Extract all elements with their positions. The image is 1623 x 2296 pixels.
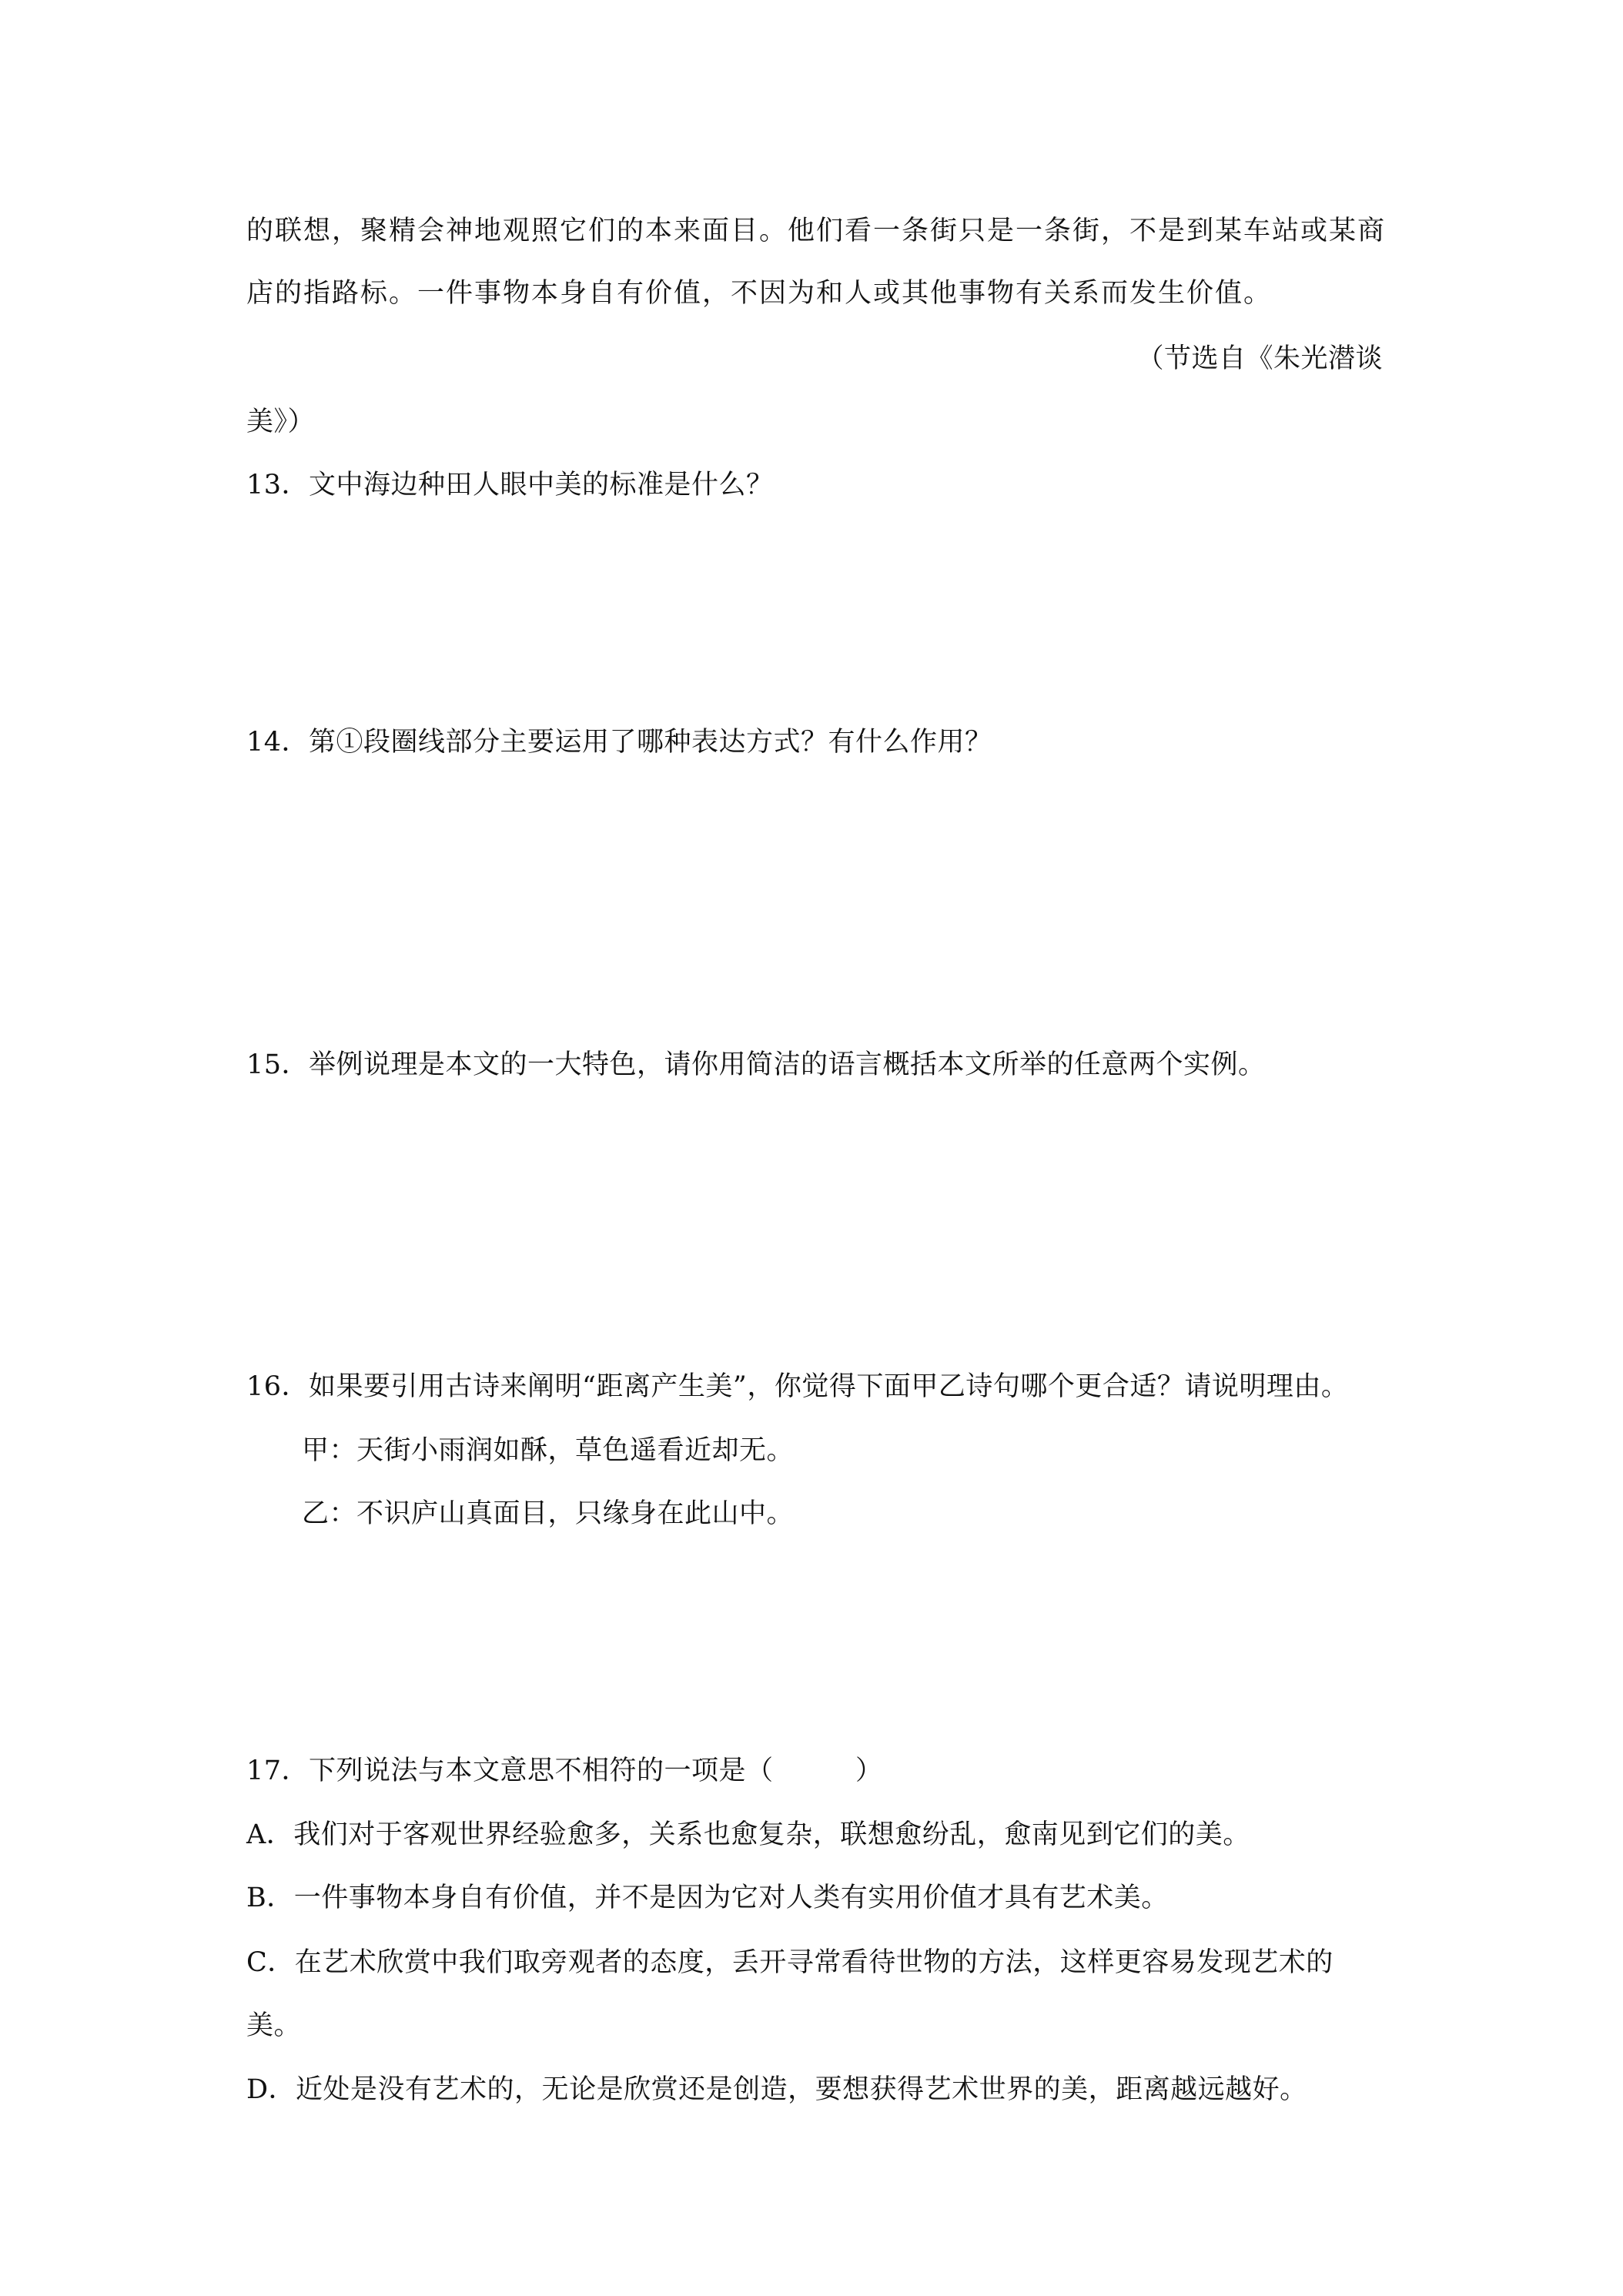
passage-line-1: 的联想，聚精会神地观照它们的本来面目。他们看一条街只是一条街，不是到某车站或某商 bbox=[246, 216, 1387, 246]
question-16-option-b: 乙：不识庐山真面目，只缘身在此山中。 bbox=[302, 1498, 795, 1529]
question-16: 16．如果要引用古诗来阐明“距离产生美”，你觉得下面甲乙诗句哪个更合适？请说明理由。 bbox=[246, 1371, 1349, 1402]
question-17-option-d: D．近处是没有艺术的，无论是欣赏还是创造，要想获得艺术世界的美，距离越远越好。 bbox=[246, 2074, 1307, 2105]
question-15: 15．举例说理是本文的一大特色，请你用简洁的语言概括本文所举的任意两个实例。 bbox=[246, 1049, 1266, 1080]
question-14: 14．第①段圈线部分主要运用了哪种表达方式？有什么作用？ bbox=[246, 727, 992, 758]
question-17: 17．下列说法与本文意思不相符的一项是（ ） bbox=[246, 1755, 883, 1786]
passage-line-2: 店的指路标。一件事物本身自有价值，不因为和人或其他事物有关系而发生价值。 bbox=[246, 278, 1273, 309]
question-17-option-c: C．在艺术欣赏中我们取旁观者的态度，丢开寻常看待世物的方法，这样更容易发现艺术的 bbox=[246, 1947, 1334, 1978]
question-17-option-c-continued: 美。 bbox=[246, 2010, 302, 2041]
passage-source: （节选自《朱光潜谈 bbox=[1136, 343, 1383, 374]
question-13: 13．文中海边种田人眼中美的标准是什么？ bbox=[246, 470, 774, 500]
question-17-option-b: B．一件事物本身自有价值，并不是因为它对人类有实用价值才具有艺术美。 bbox=[246, 1883, 1169, 1913]
question-17-option-a: A．我们对于客观世界经验愈多，关系也愈复杂，联想愈纷乱，愈南见到它们的美。 bbox=[246, 1819, 1250, 1850]
question-16-option-a: 甲：天街小雨润如酥，草色遥看近却无。 bbox=[302, 1435, 795, 1466]
passage-source-continued: 美》） bbox=[246, 407, 316, 437]
